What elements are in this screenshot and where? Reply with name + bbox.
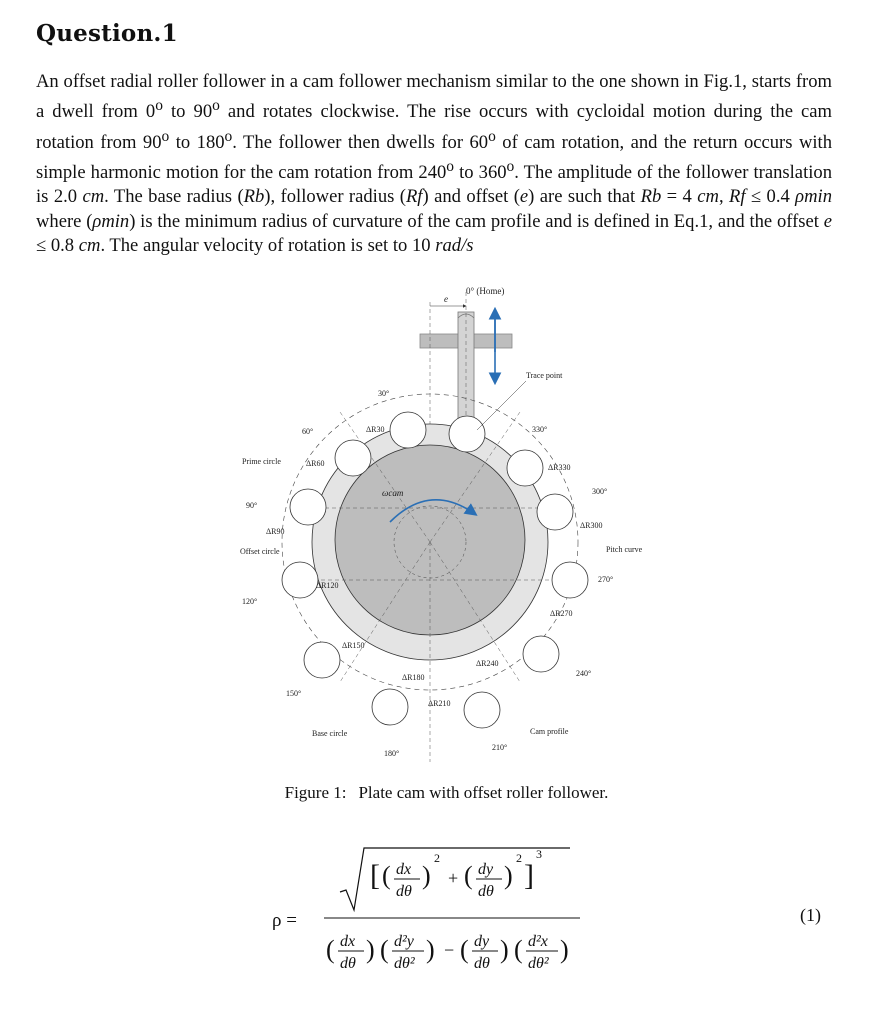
svg-text:(: ( xyxy=(380,935,389,964)
svg-text:+: + xyxy=(448,868,459,888)
delta-r-300: ΔR300 xyxy=(580,521,603,530)
home-label: 0° (Home) xyxy=(466,286,505,296)
svg-text:dθ²: dθ² xyxy=(528,955,549,972)
prime-circle-label: Prime circle xyxy=(242,457,281,466)
delta-r-180: ΔR180 xyxy=(402,673,425,682)
cam-follower-figure xyxy=(230,282,670,772)
svg-text:d²x: d²x xyxy=(528,933,548,950)
svg-text:): ) xyxy=(366,935,375,964)
svg-text:3: 3 xyxy=(536,847,542,861)
roller-270 xyxy=(552,562,588,598)
angle-240: 240° xyxy=(576,669,592,678)
svg-text:2: 2 xyxy=(516,851,522,865)
offset-e-label: e xyxy=(444,294,448,304)
svg-text:dθ: dθ xyxy=(478,883,494,900)
svg-text:(: ( xyxy=(326,935,335,964)
roller-150 xyxy=(304,642,340,678)
question-heading: Question.1 xyxy=(36,20,178,47)
svg-text:): ) xyxy=(504,861,513,890)
problem-statement: An offset radial roller follower in a cam follower mechanism similar to the one shown in Fig.1, starts from a dwell from 0$^o$ to 90$^o$ and rotates clockwise. The rise occurs with cycloidal motion during the cam rotation from 90$^o$ to 180$^o$. The follower then dwells for 60$^o$ of cam rotation, and the return occurs with simple harmonic motion for the cam rotation from 240$^o$ to 360$^o$. The amplitude of the follower translation is 2.0 cm. The base radius (Rb), follower radius (Rf) and offset (e) are such that Rb = 4 cm, Rf ≤ 0.4 ρmin where (ρmin) is the minimum radius of curvature of the cam profile and is defined in Eq.1, and the offset e ≤ 0.8 cm. The angular velocity of rotation is set to 10 rad/s xyxy=(36,71,833,256)
svg-text:(: ( xyxy=(460,935,469,964)
delta-r-90: ΔR90 xyxy=(266,527,285,536)
angle-330: 330° xyxy=(532,425,548,434)
angle-30: 30° xyxy=(378,389,390,398)
svg-text:): ) xyxy=(422,861,431,890)
svg-text:dθ²: dθ² xyxy=(394,955,415,972)
svg-text:(: ( xyxy=(464,861,473,890)
svg-text:dy: dy xyxy=(478,861,494,878)
svg-text:(: ( xyxy=(514,935,523,964)
delta-r-150: ΔR150 xyxy=(342,641,365,650)
angle-90: 90° xyxy=(246,501,258,510)
angle-300: 300° xyxy=(592,487,608,496)
svg-text:): ) xyxy=(426,935,435,964)
svg-text:): ) xyxy=(500,935,509,964)
svg-text:dx: dx xyxy=(396,861,412,878)
angle-180: 180° xyxy=(384,749,400,758)
base-circle-label: Base circle xyxy=(312,729,348,738)
svg-text:dx: dx xyxy=(340,933,356,950)
angle-120: 120° xyxy=(242,597,258,606)
trace-point-label: Trace point xyxy=(526,371,563,380)
roller-300 xyxy=(537,494,573,530)
delta-r-210: ΔR210 xyxy=(428,699,451,708)
delta-r-240: ΔR240 xyxy=(476,659,499,668)
svg-text:2: 2 xyxy=(434,851,440,865)
delta-r-60: ΔR60 xyxy=(306,459,325,468)
cam-profile-label: Cam profile xyxy=(530,727,569,736)
figure-caption: Figure 1: Plate cam with offset roller follower. xyxy=(284,783,609,802)
svg-text:): ) xyxy=(560,935,569,964)
svg-text:dθ: dθ xyxy=(396,883,412,900)
equation-lhs: ρ = xyxy=(272,910,297,931)
angle-210: 210° xyxy=(492,743,508,752)
equation-1 xyxy=(260,840,600,990)
delta-r-270: ΔR270 xyxy=(550,609,573,618)
roller-240 xyxy=(523,636,559,672)
svg-text:(: ( xyxy=(382,861,391,890)
roller-0 xyxy=(449,416,485,452)
angle-270: 270° xyxy=(598,575,614,584)
delta-r-30: ΔR30 xyxy=(366,425,385,434)
roller-60 xyxy=(335,440,371,476)
svg-text:dy: dy xyxy=(474,933,490,950)
roller-180 xyxy=(372,689,408,725)
roller-90 xyxy=(290,489,326,525)
svg-text:d²y: d²y xyxy=(394,933,414,950)
angle-60: 60° xyxy=(302,427,314,436)
svg-text:]: ] xyxy=(524,859,534,892)
roller-210 xyxy=(464,692,500,728)
svg-text:[: [ xyxy=(370,859,380,892)
pitch-curve-label: Pitch curve xyxy=(606,545,643,554)
roller-330 xyxy=(507,450,543,486)
offset-circle-label: Offset circle xyxy=(240,547,280,556)
roller-30 xyxy=(390,412,426,448)
delta-r-120: ΔR120 xyxy=(316,581,339,590)
roller-120 xyxy=(282,562,318,598)
omega-label: ωcam xyxy=(382,488,404,498)
equation-number: (1) xyxy=(800,905,821,925)
svg-text:dθ: dθ xyxy=(474,955,490,972)
delta-r-330: ΔR330 xyxy=(548,463,571,472)
svg-text:−: − xyxy=(444,940,455,960)
svg-text:dθ: dθ xyxy=(340,955,356,972)
angle-150: 150° xyxy=(286,689,302,698)
